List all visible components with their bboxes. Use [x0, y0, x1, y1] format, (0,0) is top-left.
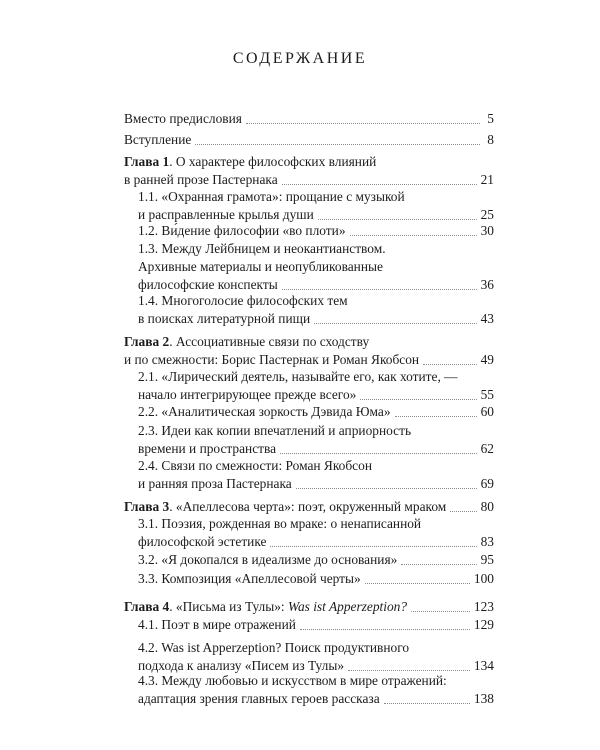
- leader-dots: [282, 289, 477, 290]
- page-number: 80: [480, 499, 494, 514]
- leader-dots: [450, 511, 476, 512]
- leader-dots: [360, 399, 476, 400]
- toc-entry[interactable]: [138, 457, 494, 493]
- entry-title-cont: в ранней прозе Пастернака: [124, 172, 278, 187]
- entry-title: 3.1. Поэзия, рожденная во мраке: о ненаписанной: [138, 516, 422, 531]
- page-number: 100: [473, 571, 494, 586]
- entry-title: 2.4. Связи по смежности: Роман Якобсон: [138, 458, 372, 473]
- entry-title: 4.1. Поэт в мире отражений: [138, 617, 296, 632]
- page-number: 138: [473, 691, 494, 706]
- entry-title-cont: подхода к анализу «Писем из Тулы»: [138, 658, 345, 673]
- entry-title-cont: и расправленные крылья души: [138, 207, 314, 222]
- leader-dots: [365, 583, 470, 584]
- page-number: 134: [473, 658, 494, 673]
- page-number: 8: [487, 132, 494, 147]
- leader-dots: [296, 488, 477, 489]
- entry-title: 1.4. Многоголосие философских тем: [138, 293, 348, 308]
- leader-dots: [282, 184, 477, 185]
- leader-dots: [401, 564, 476, 565]
- toc-entry[interactable]: [138, 616, 494, 634]
- leader-dots: [411, 611, 470, 612]
- chapter-label: Глава 3: [124, 499, 170, 514]
- page-number: 129: [473, 617, 494, 632]
- toc-entry[interactable]: [138, 403, 494, 421]
- toc-chapter-entry[interactable]: [124, 498, 494, 516]
- entry-title: . «Апеллесова черта»: поэт, окруженный мраком: [169, 499, 447, 514]
- toc-entry[interactable]: [138, 570, 494, 588]
- page-number: 43: [480, 311, 494, 326]
- leader-dots: [195, 144, 480, 145]
- toc-chapter-entry[interactable]: [124, 153, 494, 189]
- entry-title: Вместо предисловия: [124, 111, 242, 126]
- toc-entry[interactable]: [138, 551, 494, 569]
- entry-title: 1.1. «Охранная грамота»: прощание с музыкой: [138, 189, 405, 204]
- toc-entry[interactable]: [138, 672, 494, 708]
- toc-entry[interactable]: [138, 515, 494, 551]
- leader-dots: [280, 453, 476, 454]
- entry-title-cont: начало интегрирующее прежде всего»: [138, 387, 357, 402]
- page-number: 123: [473, 599, 494, 614]
- toc-entry[interactable]: [138, 639, 494, 675]
- page-number: 83: [480, 534, 494, 549]
- toc-entry[interactable]: [124, 110, 494, 128]
- page-number: 5: [487, 111, 494, 126]
- toc-entry[interactable]: [138, 188, 494, 224]
- toc-entry[interactable]: [138, 292, 494, 328]
- page-number: 60: [480, 404, 494, 419]
- chapter-label: Глава 4: [124, 599, 170, 614]
- entry-title: 2.3. Идеи как копии впечатлений и априорность: [138, 423, 412, 438]
- leader-dots: [314, 323, 476, 324]
- toc-entry[interactable]: [138, 368, 494, 404]
- page-number: 21: [480, 172, 494, 187]
- entry-title-cont: времени и пространства: [138, 441, 277, 456]
- entry-title-cont: и по смежности: Борис Пастернак и Роман Якобсон: [124, 352, 420, 367]
- toc-entry[interactable]: [138, 240, 494, 294]
- leader-dots: [395, 416, 477, 417]
- entry-title: 2.2. «Аналитическая зоркость Дэвида Юма»: [138, 404, 391, 419]
- entry-title-cont: философской эстетике: [138, 534, 267, 549]
- entry-title: . О характере философских влияний: [169, 154, 377, 169]
- entry-title-italic: Was ist Apperzeption?: [288, 599, 408, 614]
- toc-entry[interactable]: [124, 131, 494, 149]
- leader-dots: [348, 670, 470, 671]
- toc-entry[interactable]: [138, 222, 494, 240]
- page-number: 49: [480, 352, 494, 367]
- page-title: СОДЕРЖАНИЕ: [232, 50, 368, 67]
- toc-entry[interactable]: [138, 422, 494, 458]
- entry-title-cont: и ранняя проза Пастернака: [138, 476, 292, 491]
- entry-title-cont: Архивные материалы и неопубликованные: [138, 259, 383, 274]
- leader-dots: [270, 546, 476, 547]
- page-number: 55: [480, 387, 494, 402]
- toc-chapter-entry[interactable]: [124, 598, 494, 616]
- toc-chapter-entry[interactable]: [124, 333, 494, 369]
- page-number: 69: [480, 476, 494, 491]
- entry-title-cont: адаптация зрения главных героев рассказа: [138, 691, 380, 706]
- entry-title: 1.2. Ви́дение философии «во плоти»: [138, 223, 346, 238]
- entry-title: 2.1. «Лирический деятель, называйте его, как хотите, —: [138, 369, 458, 384]
- entry-title: . «Письма из Тулы»:: [169, 599, 289, 614]
- page-number: 36: [480, 277, 494, 292]
- entry-title: 4.3. Между любовью и искусством в мире отражений:: [138, 673, 447, 688]
- leader-dots: [350, 235, 477, 236]
- page-number: 95: [480, 552, 494, 567]
- leader-dots: [318, 219, 477, 220]
- entry-title: 1.3. Между Лейбницем и неокантианством.: [138, 241, 386, 256]
- entry-title: 4.2. Was ist Apperzeption? Поиск продуктивного: [138, 640, 410, 655]
- entry-title-cont: в поисках литературной пищи: [138, 311, 311, 326]
- entry-title: . Ассоциативные связи по сходству: [169, 334, 370, 349]
- leader-dots: [384, 703, 470, 704]
- leader-dots: [246, 123, 480, 124]
- chapter-label: Глава 2: [124, 334, 170, 349]
- page-number: 25: [480, 207, 494, 222]
- entry-title: 3.3. Композиция «Апеллесовой черты»: [138, 571, 361, 586]
- entry-title: Вступление: [124, 132, 192, 147]
- leader-dots: [423, 364, 477, 365]
- page-number: 62: [480, 441, 494, 456]
- entry-title-cont: философские конспекты: [138, 277, 278, 292]
- entry-title: 3.2. «Я докопался в идеализме до основания»: [138, 552, 398, 567]
- page-number: 30: [480, 223, 494, 238]
- leader-dots: [300, 629, 470, 630]
- chapter-label: Глава 1: [124, 154, 170, 169]
